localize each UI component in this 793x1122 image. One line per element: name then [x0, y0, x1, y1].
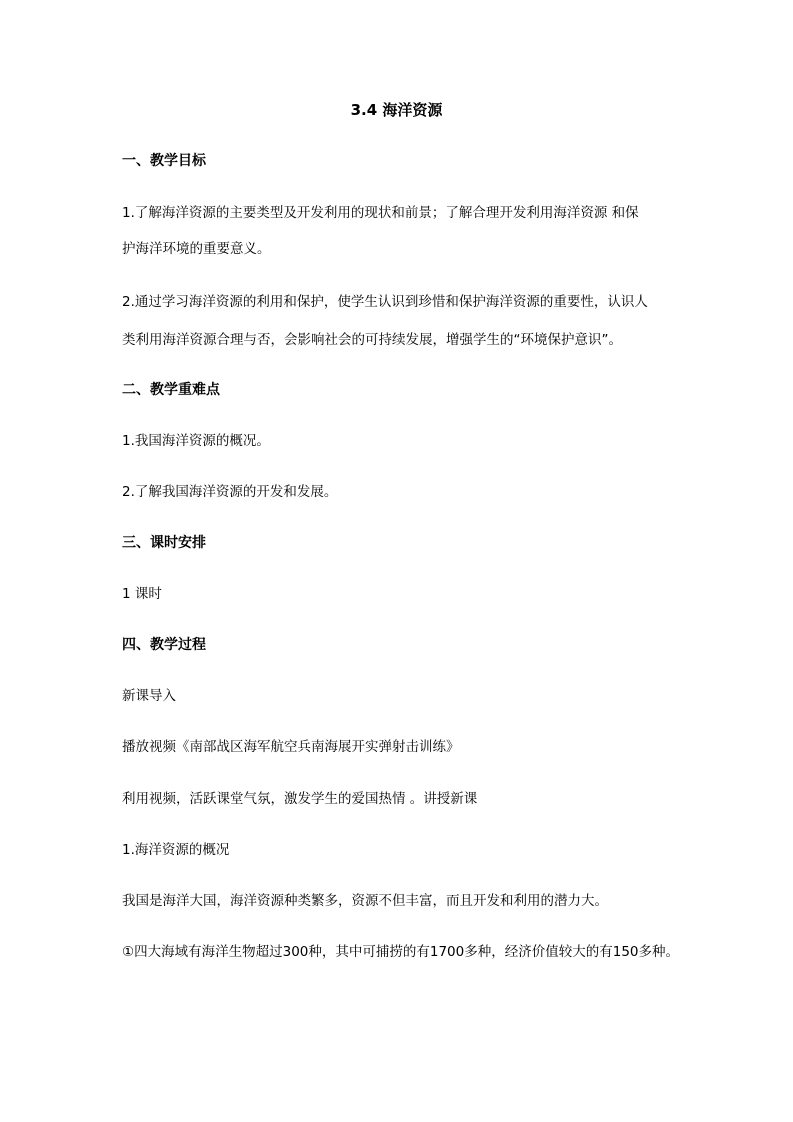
objective-2-line-1: 2.通过学习海洋资源的利用和保护，使学生认识到珍惜和保护海洋资源的重要性，认识人 — [122, 294, 648, 310]
key-point-2: 2.了解我国海洋资源的开发和发展。 — [122, 484, 338, 500]
key-point-1: 1.我国海洋资源的概况。 — [122, 433, 270, 449]
objective-1-line-2: 护海洋环境的重要意义。 — [122, 241, 271, 257]
process-intro: 新课导入 — [122, 688, 176, 704]
process-purpose: 利用视频，活跃课堂气氛，激发学生的爱国热情 。讲授新课 — [122, 791, 478, 807]
process-paragraph-1: 我国是海洋大国，海洋资源种类繁多，资源不但丰富，而且开发和利用的潜力大。 — [122, 893, 608, 909]
objective-2-line-2: 类利用海洋资源合理与否，会影响社会的可持续发展，增强学生的“环境保护意识”。 — [122, 332, 622, 348]
process-subheading: 1.海洋资源的概况 — [122, 842, 230, 858]
process-paragraph-2: ①四大海域有海洋生物超过300种，其中可捕捞的有1700多种，经济价值较大的有150多种。 — [122, 944, 679, 960]
document-title: 3.4 海洋资源 — [350, 101, 443, 119]
section-heading-schedule: 三、课时安排 — [122, 535, 206, 551]
section-heading-process: 四、教学过程 — [122, 637, 206, 653]
schedule-text: 1 课时 — [122, 586, 162, 602]
section-heading-key-points: 二、教学重难点 — [122, 382, 220, 398]
section-heading-objectives: 一、教学目标 — [122, 153, 206, 169]
process-video: 播放视频《南部战区海军航空兵南海展开实弹射击训练》 — [122, 739, 460, 755]
objective-1-line-1: 1.了解海洋资源的主要类型及开发利用的现状和前景；了解合理开发利用海洋资源 和保 — [122, 205, 639, 221]
